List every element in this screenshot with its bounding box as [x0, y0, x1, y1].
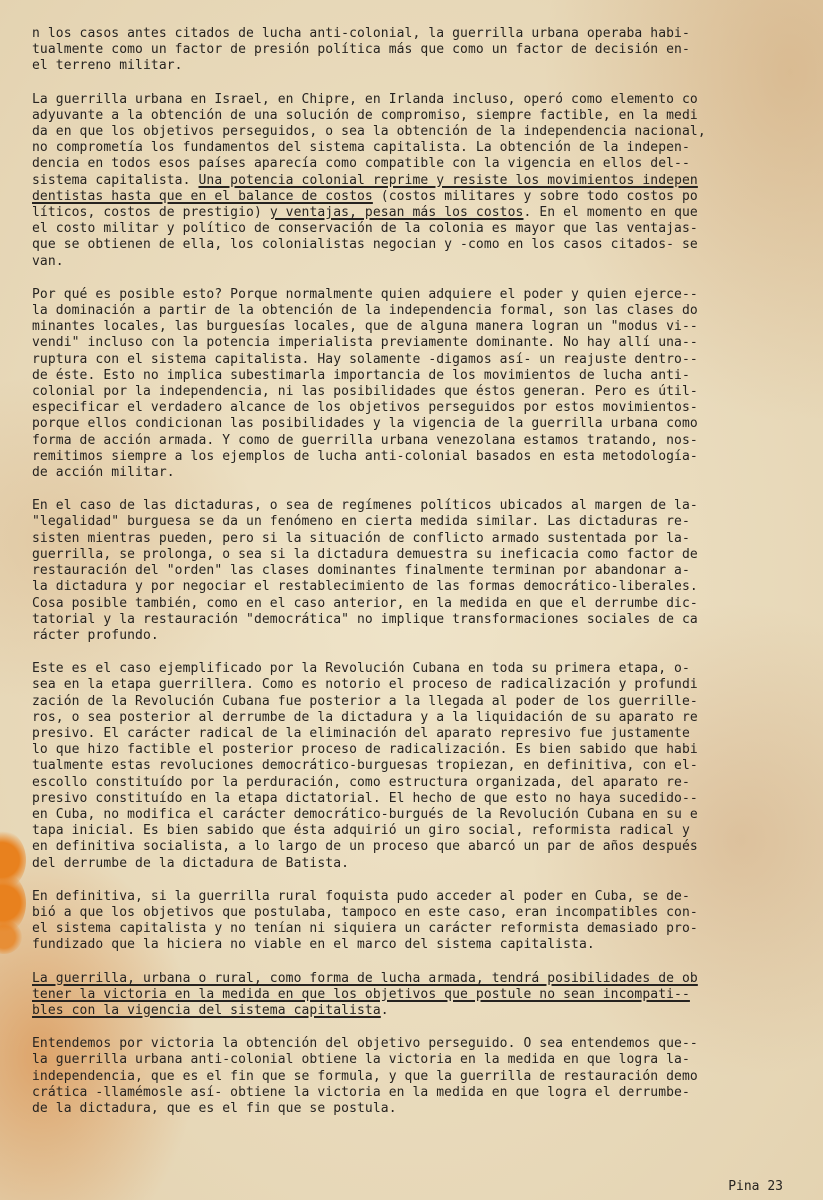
paragraph-2-text-3: . En el momento en que el costo militar y político de conservación de la colonia es mayor que las ventajas- que se obtienen de ella, los colonialistas negocian y -como en los casos citados- se van. [32, 205, 698, 269]
paragraph-7-text: . [380, 1002, 389, 1018]
paragraph-2 [32, 92, 782, 270]
paragraph-2-underlined: Una potencia colonial reprime y resiste los movimientos indepen dentistas hasta que en el balance de costos [32, 172, 698, 204]
paragraph-3: Por qué es posible esto? Porque normalmente quien adquiere el poder y quien ejerce-- la dominación a partir de la obtención de la independencia formal, son las clases do minantes locales, las burguesías locales, que de alguna manera logran un "modus vi-- vendi" incluso con la potencia imperialista previamente dominante. No hay allí una-- ruptura con el sistema capitalista. Hay solamente -digamos así- un reajuste dentro-- de éste. Esto no implica subestimarla importancia de los movimientos de lucha anti- colonial por la independencia, ni las posibilidades que éstos generan. Pero es útil- especificar el verdadero alcance de los objetivos perseguidos por estos movimientos- porque ellos condicionan las posibilidades y la vigencia de la guerrilla urbana como forma de acción armada. Y como de guerrilla urbana venezolana estamos tratando, nos- remitimos siempre a los ejemplos de lucha anti-colonial basados en esta metodología- de acción militar. [32, 286, 698, 481]
paragraph-4: En el caso de las dictaduras, o sea de regímenes políticos ubicados al margen de la- "legalidad" burguesa se da un fenómeno en cierta medida similar. Las dictaduras re- sisten mientras pueden, pero si la situación de conflicto armado sustentada por la- guerrilla, se prolonga, o sea si la dictadura demuestra su ineficacia como factor de restauración del "orden" las clases dominantes finalmente terminan por abandonar a- la dictadura y por negociar el restablecimiento de las formas democrático-liberales. Cosa posible también, como en el caso anterior, en la medida en que el derrumbe dic- tatorial y la restauración "democrática" no implique transformaciones sociales de ca rácter profundo. [32, 498, 698, 643]
paragraph-6: En definitiva, si la guerrilla rural foquista pudo acceder al poder en Cuba, se de- bió a que los objetivos que postulaba, tampoco en este caso, eran incompatibles con- el sistema capitalista y no tenían ni siquiera un carácter reformista demasiado pro- fundizado que la hiciera no viable en el marco del sistema capitalista. [32, 888, 698, 953]
paragraph-8: Entendemos por victoria la obtención del objetivo perseguido. O sea entendemos que-- la guerrilla urbana anti-colonial obtiene la victoria en la medida en que logra la- independencia, que es el fin que se formula, y que la guerrilla de restauración demo crática -llamémosle así- obtiene la victoria en la medida en que logra el derrumbe- de la dictadura, que es el fin que se postula. [32, 1036, 698, 1116]
text-column [32, 26, 782, 1134]
paragraph-2-text: La guerrilla urbana en Israel, en Chipre, en Irlanda incluso, operó como elemento co adyuvante a la obtención de una solución de compromiso, siempre factible, en la medi da en que los objetivos perseguidos, o sea la obtención de la independencia nacional, no comprometía los fundamentos del sistema capitalista. La obtención de la indepen- dencia en todos esos países aparecía como compatible con la vigencia en ellos del-- sistema capitalista. [32, 91, 706, 188]
paragraph-7 [32, 971, 782, 1020]
page-number: Pina 23 [728, 1179, 783, 1194]
paragraph-5: Este es el caso ejemplificado por la Revolución Cubana en toda su primera etapa, o- sea en la etapa guerrillera. Como es notorio el proceso de radicalización y profundi zación de la Revolución Cubana fue posterior a la llegada al poder de los guerrille- ros, o sea posterior al derrumbe de la dictadura y a la liquidación de su aparato re presivo. El carácter radical de la eliminación del aparato represivo fue justamente lo que hizo factible el posterior proceso de radicalización. Es bien sabido que habi tualmente estas revoluciones democrático-burguesas tropiezan, en definitiva, con el- escollo constituído por la perduración, como estructura organizada, del aparato re- presivo constituído en la etapa dictatorial. El hecho de que esto no haya sucedido-- en Cuba, no modifica el carácter democrático-burgués de la Revolución Cubana en su e tapa inicial. Es bien sabido que ésta adquirió un giro social, reformista radical y en definitiva socialista, a lo largo de un proceso que abarcó un par de años después del derrumbe de la dictadura de Batista. [32, 661, 698, 871]
paragraph-7-underlined: La guerrilla, urbana o rural, como forma de lucha armada, tendrá posibilidades de ob tener la victoria en la medida en que los objetivos que postule no sean incompati-- bles con la vigencia del sistema capitalista [32, 970, 698, 1018]
paragraph-2-underlined-2: y ventajas, pesan más los costos [269, 205, 524, 221]
paragraph-1: n los casos antes citados de lucha anti-colonial, la guerrilla urbana operaba habi- tualmente como un factor de presión política más que como un factor de decisión en- el terreno militar. [32, 26, 690, 74]
paragraph-2-text-2: (costos militares y sobre todo costos po líticos, costos de prestigio) [32, 188, 698, 221]
